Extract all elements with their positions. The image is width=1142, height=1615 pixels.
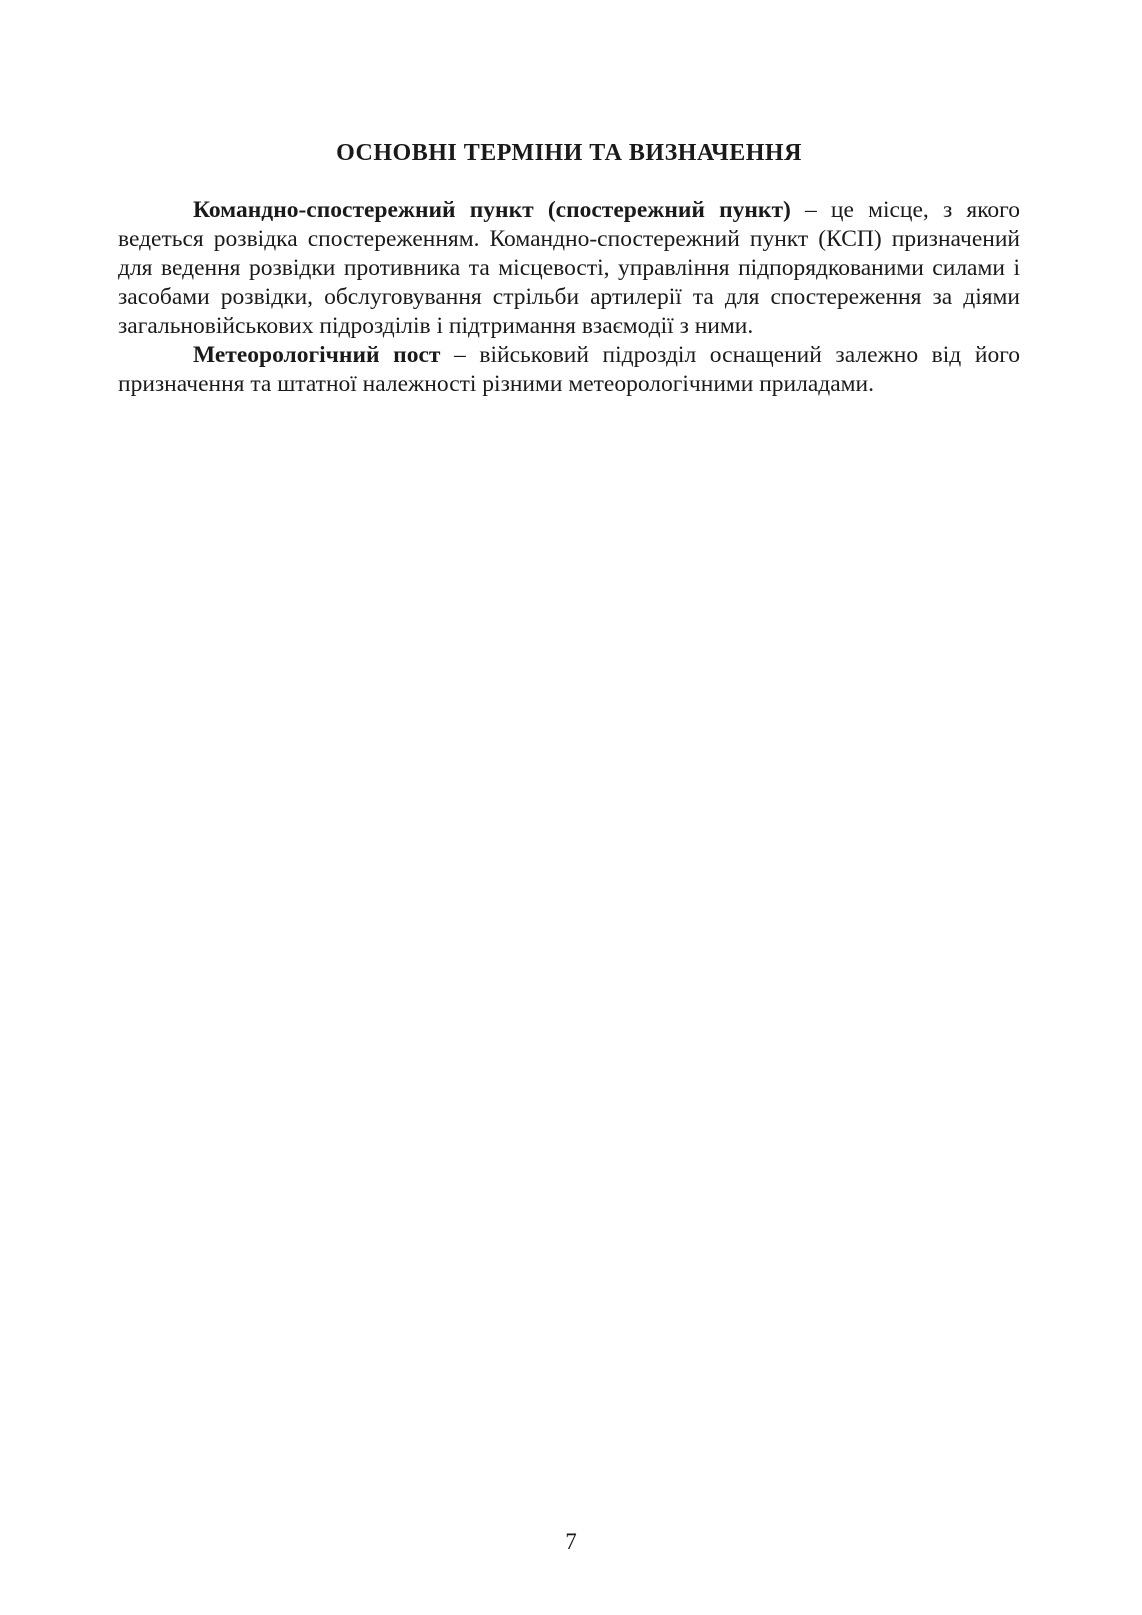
document-content bbox=[118, 138, 1020, 399]
term-lead-meteo-post: Метеорологічний пост bbox=[193, 342, 441, 368]
term-lead-ksp: Командно-спостережний пункт (спостережний пункт) bbox=[193, 197, 791, 223]
paragraph-definition-ksp bbox=[118, 196, 1020, 341]
paragraph-definition-meteo-post bbox=[118, 341, 1020, 399]
page-number: 7 bbox=[565, 1529, 577, 1554]
page-title: ОСНОВНІ ТЕРМІНИ ТА ВИЗНАЧЕННЯ bbox=[336, 140, 802, 166]
term-body-meteo-post: – військовий підрозділ оснащений залежно від його призначення та штатної належності різними метеорологічними приладами. bbox=[118, 342, 1020, 397]
term-body-ksp: – це місце, з якого ведеться розвідка спостереженням. Командно-спостережний пункт (КСП) призначений для ведення розвідки противника та місцевості, управління підпорядкованими силами і засобами розвідки, обслуговування стрільби артилерії та для спостереження за діями загальновійськових підрозділів і підтримання взаємодії з ними. bbox=[118, 197, 1020, 339]
